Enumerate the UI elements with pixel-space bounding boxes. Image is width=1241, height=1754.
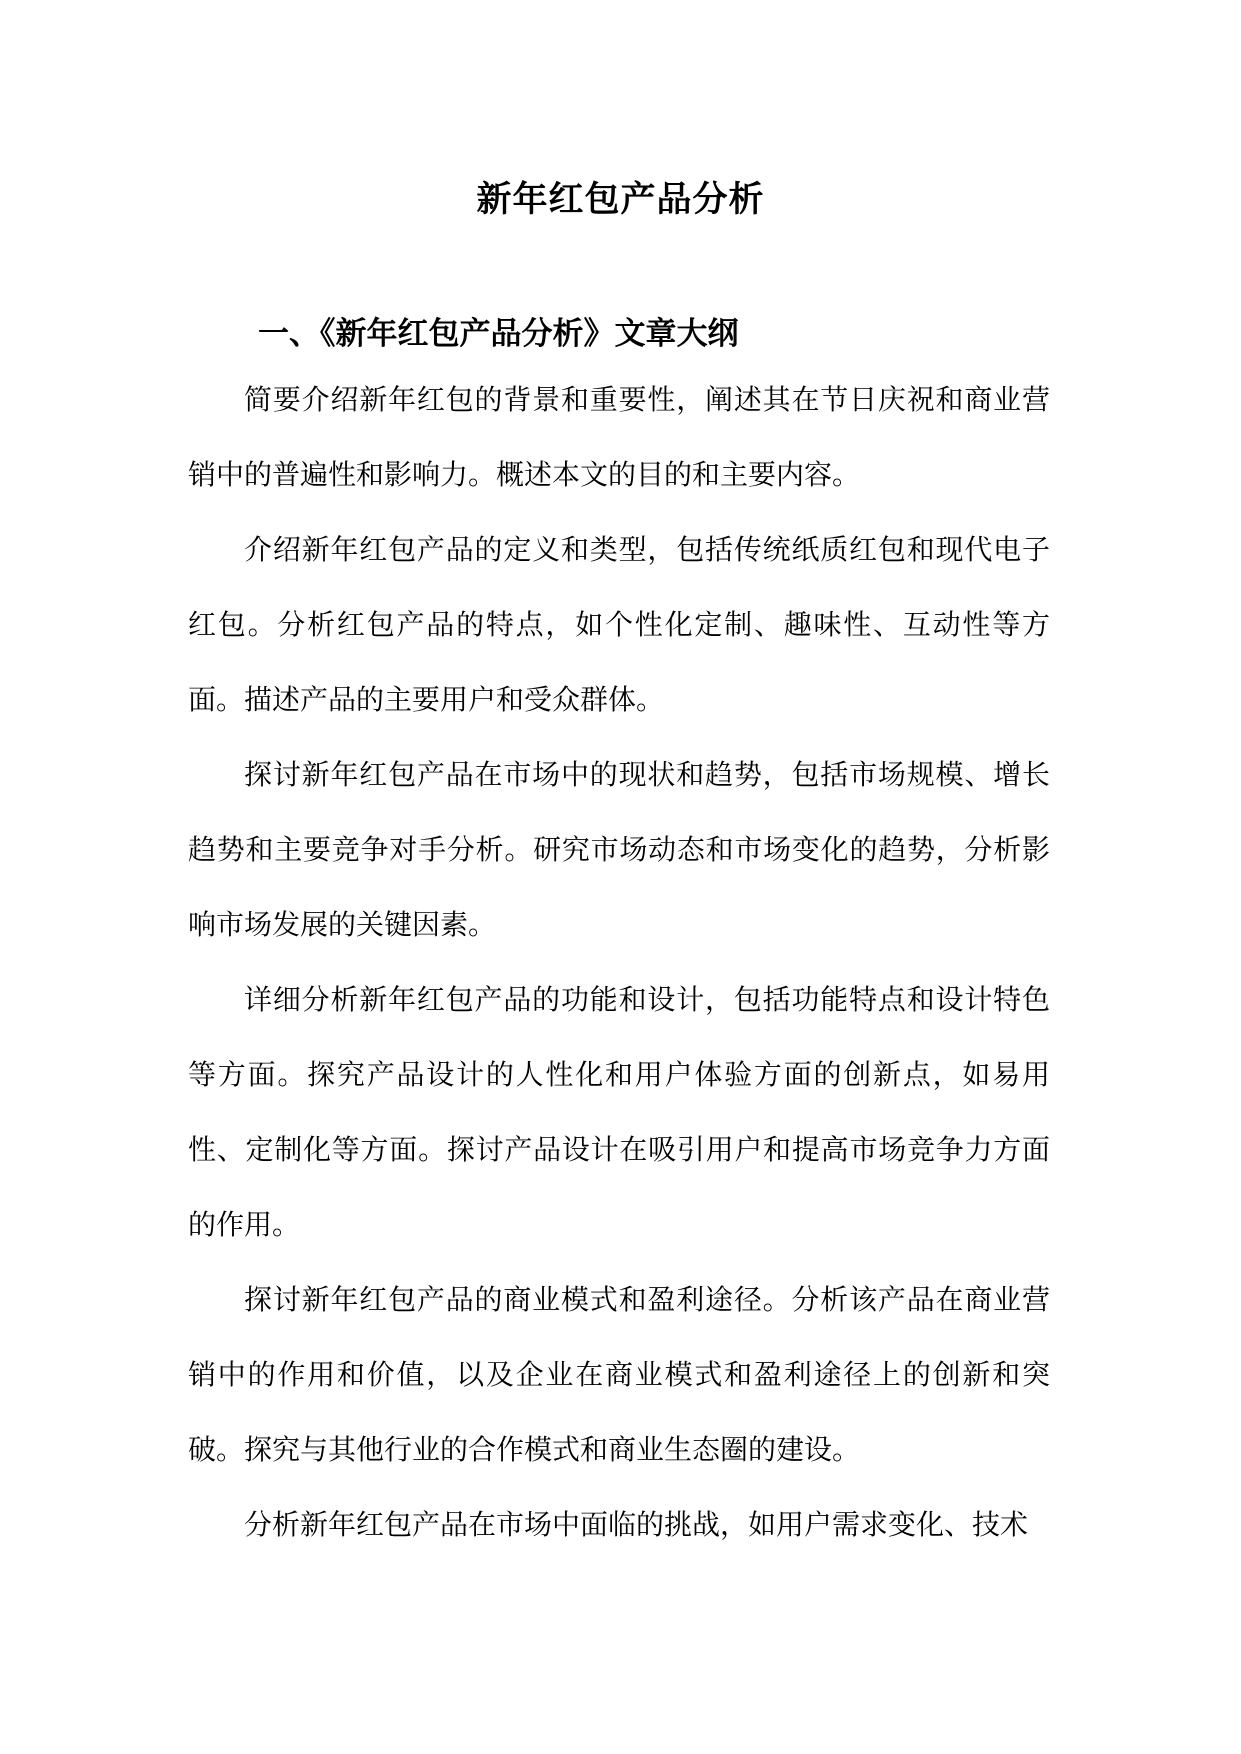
paragraph: 简要介绍新年红包的背景和重要性，阐述其在节日庆祝和商业营销中的普遍性和影响力。概述本文的目的和主要内容。 (188, 383, 1050, 491)
paragraph: 探讨新年红包产品在市场中的现状和趋势，包括市场规模、增长趋势和主要竞争对手分析。研究市场动态和市场变化的趋势，分析影响市场发展的关键因素。 (188, 758, 1050, 941)
paragraph: 介绍新年红包产品的定义和类型，包括传统纸质红包和现代电子红包。分析红包产品的特点，如个性化定制、趣味性、互动性等方面。描述产品的主要用户和受众群体。 (188, 533, 1050, 716)
body-text (188, 362, 1050, 1562)
section-heading: 一、《新年红包产品分析》文章大纲 (258, 315, 739, 352)
paragraph: 探讨新年红包产品的商业模式和盈利途径。分析该产品在商业营销中的作用和价值，以及企业在商业模式和盈利途径上的创新和突破。探究与其他行业的合作模式和商业生态圈的建设。 (188, 1283, 1050, 1466)
paragraph: 分析新年红包产品在市场中面临的挑战，如用户需求变化、技术 (244, 1508, 1029, 1541)
document-title: 新年红包产品分析 (476, 180, 765, 221)
paragraph: 详细分析新年红包产品的功能和设计，包括功能特点和设计特色等方面。探究产品设计的人性化和用户体验方面的创新点，如易用性、定制化等方面。探讨产品设计在吸引用户和提高市场竞争力方面的作用。 (188, 983, 1050, 1241)
